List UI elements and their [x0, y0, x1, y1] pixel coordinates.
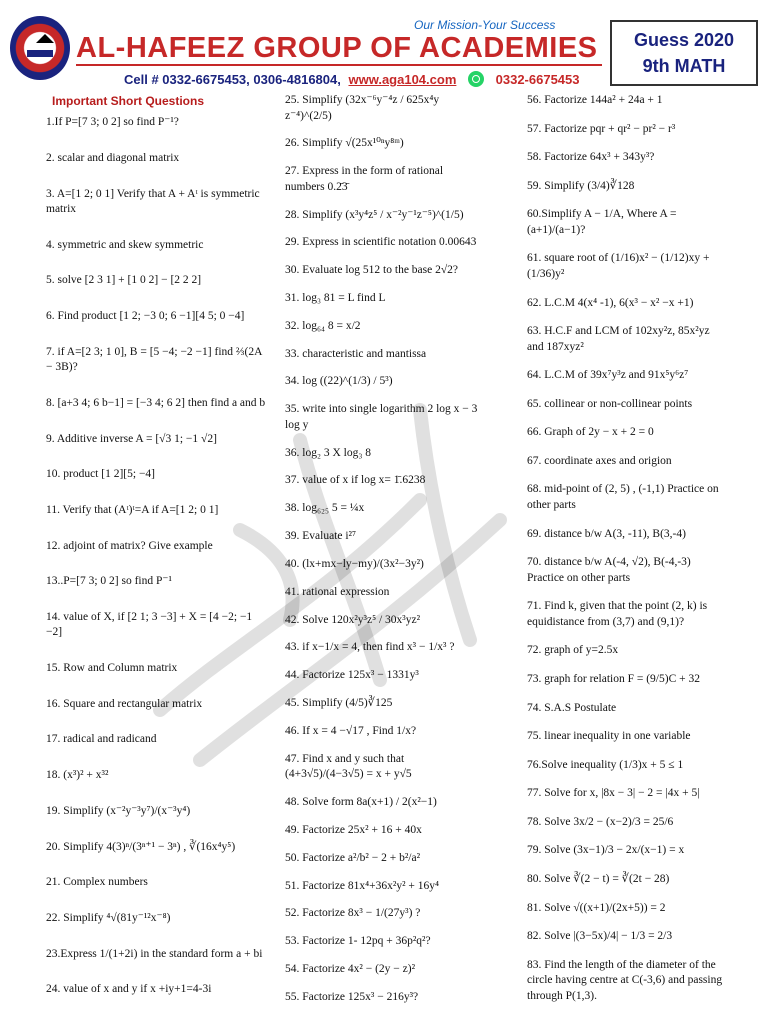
- question-item: 47. Find x and y such that (4+3√5)/(4−3√5) = x + y√5: [285, 752, 412, 781]
- questions-column-2: [285, 93, 485, 1018]
- question-item: 55. Factorize 125x³ − 216y³?: [285, 990, 419, 1003]
- question-item: 10. product [1 2][5; −4]: [46, 468, 156, 481]
- question-list: [46, 115, 268, 998]
- questions-column-3: [527, 93, 723, 1017]
- question-item: 53. Factorize 1- 12pq + 36p²q²?: [285, 935, 431, 948]
- question-item: 72. graph of y=2.5x: [527, 644, 619, 657]
- question-item: 46. If x = 4 −√17 , Find 1/x?: [285, 724, 417, 737]
- question-item: 20. Simplify 4(3)ⁿ/(3ⁿ⁺¹ − 3ⁿ) , ∛(16x⁴y⁵): [46, 840, 236, 853]
- question-item: 2. scalar and diagonal matrix: [46, 151, 180, 164]
- questions-column-1: [46, 93, 268, 1018]
- graduation-cap-icon: [36, 34, 54, 43]
- question-item: 65. collinear or non-collinear points: [527, 397, 693, 410]
- question-item: 33. characteristic and mantissa: [285, 347, 427, 360]
- question-item: 52. Factorize 8x³ − 1/(27y³) ?: [285, 907, 421, 920]
- question-item: 58. Factorize 64x³ + 343y³?: [527, 151, 655, 164]
- question-item: 70. distance b/w A(-4, √2), B(-4,-3) Practice on other parts: [527, 556, 691, 584]
- question-item: 78. Solve 3x/2 − (x−2)/3 = 25/6: [527, 815, 674, 828]
- question-item: 50. Factorize a²/b² − 2 + b²/a²: [285, 851, 421, 864]
- question-item: 30. Evaluate log 512 to the base 2√2?: [285, 264, 459, 277]
- question-item: 76.Solve inequality (1/3)x + 5 ≤ 1: [527, 758, 684, 771]
- question-item: 36. log₂ 3 X log₃ 8: [285, 446, 371, 459]
- question-item: 68. mid-point of (2, 5) , (-1,1) Practice on other parts: [527, 483, 719, 511]
- question-item: 29. Express in scientific notation 0.00643: [285, 236, 477, 249]
- question-item: 54. Factorize 4x² − (2y − z)²: [285, 963, 416, 976]
- question-item: 59. Simplify (3/4)∛128: [527, 179, 635, 192]
- question-item: 80. Solve ∛(2 − t) = ∛(2t − 28): [527, 872, 670, 885]
- question-item: 83. Find the length of the diameter of the circle having centre at C(-3,6) and passing through P(1,3).: [527, 958, 723, 1002]
- question-item: 27. Express in the form of rational numbers 0.2̄3̄: [285, 165, 444, 193]
- question-item: 48. Solve form 8a(x+1) / 2(x²−1): [285, 796, 437, 809]
- guess-badge: [610, 20, 758, 86]
- question-item: 67. coordinate axes and origion: [527, 454, 672, 467]
- question-item: 62. L.C.M 4(x⁴ -1), 6(x³ − x² −x +1): [527, 296, 694, 309]
- question-list: [527, 93, 723, 1004]
- question-item: 16. Square and rectangular matrix: [46, 697, 203, 710]
- question-item: 43. if x−1/x = 4, then find x³ − 1/x³ ?: [285, 641, 455, 654]
- guess-subject: 9th MATH: [642, 56, 726, 76]
- question-item: 17. radical and radicand: [46, 733, 157, 746]
- question-item: 49. Factorize 25x² + 16 + 40x: [285, 823, 422, 836]
- guess-year: Guess 2020: [633, 30, 735, 50]
- question-item: 6. Find product [1 2; −3 0; 6 −1][4 5; 0 −4]: [46, 310, 245, 323]
- question-item: 77. Solve for x, |8x − 3| − 2 = |4x + 5|: [527, 787, 700, 800]
- question-item: 81. Solve √((x+1)/(2x+5)) = 2: [527, 901, 666, 914]
- question-item: 5. solve [2 3 1] + [1 0 2] − [2 2 2]: [46, 274, 202, 287]
- question-item: 57. Factorize pqr + qr² − pr² − r³: [527, 122, 676, 135]
- question-item: 82. Solve |(3−5x)/4| − 1/3 = 2/3: [527, 930, 673, 943]
- question-item: 15. Row and Column matrix: [46, 662, 178, 675]
- question-item: 14. value of X, if [2 1; 3 −3] + X = [4 −2; −1 −2]: [46, 610, 253, 639]
- question-item: 19. Simplify (x⁻²y⁻³y⁷)/(x⁻³y⁴): [46, 804, 191, 817]
- question-item: 26. Simplify √(25x¹⁰ⁿy⁸ᵐ): [285, 137, 404, 150]
- question-item: 9. Additive inverse A = [√3 1; −1 √2]: [46, 432, 217, 445]
- question-item: 28. Simplify (x³y⁴z⁵ / x⁻²y⁻¹z⁻⁵)^(1/5): [285, 208, 464, 221]
- question-item: 39. Evaluate i²⁷: [285, 530, 357, 543]
- question-item: 22. Simplify ⁴√(81y⁻¹²x⁻⁸): [46, 911, 171, 924]
- question-item: 45. Simplify (4/5)∛125: [285, 697, 393, 710]
- question-item: 18. (x³)² + x³²: [46, 769, 109, 782]
- question-item: 69. distance b/w A(3, -11), B(3,-4): [527, 527, 686, 540]
- question-item: 71. Find k, given that the point (2, k) is equidistance from (3,7) and (9,1)?: [527, 600, 708, 628]
- motto: Our Mission-Your Success: [414, 18, 556, 32]
- question-item: 37. value of x if log x= 1̄.6238: [285, 474, 426, 487]
- question-item: 40. (lx+mx−ly−my)/(3x²−3y²): [285, 557, 424, 570]
- question-item: 8. [a+3 4; 6 b−1] = [−3 4; 6 2] then find a and b: [46, 396, 266, 409]
- page-header: [0, 0, 768, 92]
- question-item: 7. if A=[2 3; 1 0], B = [5 −4; −2 −1] find ⅔(2A − 3B)?: [46, 345, 262, 374]
- whatsapp-icon: [468, 71, 484, 87]
- question-item: 63. H.C.F and LCM of 102xy²z, 85x²yz and 187xyz²: [527, 325, 710, 353]
- logo-banner: [27, 50, 53, 57]
- question-item: 38. log₆₂₅ 5 = ¼x: [285, 502, 365, 515]
- question-item: 34. log ((22)^(1/3) / 5³): [285, 375, 393, 388]
- section-title: Important Short Questions: [52, 94, 205, 108]
- question-item: 21. Complex numbers: [46, 876, 148, 889]
- question-item: 3. A=[1 2; 0 1] Verify that A + Aᵗ is symmetric matrix: [46, 187, 260, 216]
- question-item: 35. write into single logarithm 2 log x − 3 log y: [285, 403, 478, 431]
- title-underline: [76, 64, 602, 66]
- question-list: [285, 93, 485, 1005]
- question-item: 56. Factorize 144a² + 24a + 1: [527, 94, 663, 106]
- question-item: 66. Graph of 2y − x + 2 = 0: [527, 426, 654, 439]
- question-item: 23.Express 1/(1+2i) in the standard form a + bi: [46, 947, 263, 960]
- question-item: 74. S.A.S Postulate: [527, 701, 617, 714]
- academy-title: AL-HAFEEZ GROUP OF ACADEMIES: [76, 32, 598, 64]
- whatsapp-number: 0332-6675453: [495, 72, 580, 87]
- question-item: 44. Factorize 125x³ − 1331y³: [285, 669, 419, 682]
- question-item: 73. graph for relation F = (9/5)C + 32: [527, 672, 700, 685]
- question-item: 1.If P=[7 3; 0 2] so find P⁻¹?: [46, 116, 179, 129]
- question-item: 79. Solve (3x−1)/3 − 2x/(x−1) = x: [527, 844, 685, 857]
- contact-line: [124, 71, 580, 87]
- question-item: 13..P=[7 3; 0 2] so find P⁻¹: [46, 575, 172, 588]
- question-item: 75. linear inequality in one variable: [527, 730, 691, 743]
- website-link[interactable]: www.aga104.com: [348, 72, 457, 87]
- question-item: 64. L.C.M of 39x⁷y³z and 91x⁵y⁶z⁷: [527, 369, 689, 382]
- question-item: 4. symmetric and skew symmetric: [46, 238, 204, 251]
- question-item: 61. square root of (1/16)x² − (1/12)xy + (1/36)y²: [527, 252, 710, 280]
- question-item: 41. rational expression: [285, 585, 390, 598]
- academy-logo: [10, 16, 70, 80]
- question-item: 51. Factorize 81x⁴+36x²y² + 16y⁴: [285, 879, 440, 892]
- question-item: 24. value of x and y if x +iy+1=4-3i: [46, 983, 212, 996]
- question-item: 32. log₆₄ 8 = x/2: [285, 319, 361, 332]
- contact-numbers: Cell # 0332-6675453, 0306-4816804,: [124, 72, 341, 87]
- question-item: 12. adjoint of matrix? Give example: [46, 539, 213, 552]
- question-item: 11. Verify that (Aᵗ)ᵗ=A if A=[1 2; 0 1]: [46, 503, 219, 516]
- question-item: 60.Simplify A − 1/A, Where A = (a+1)/(a−1)?: [527, 208, 677, 236]
- question-item: 25. Simplify (32x⁻⁶y⁻⁴z / 625x⁴y z⁻⁴)^(2/5): [285, 94, 440, 122]
- question-item: 31. log₃ 81 = L find L: [285, 292, 386, 304]
- question-item: 42. Solve 120x²y³z⁵ / 30x³yz²: [285, 613, 421, 626]
